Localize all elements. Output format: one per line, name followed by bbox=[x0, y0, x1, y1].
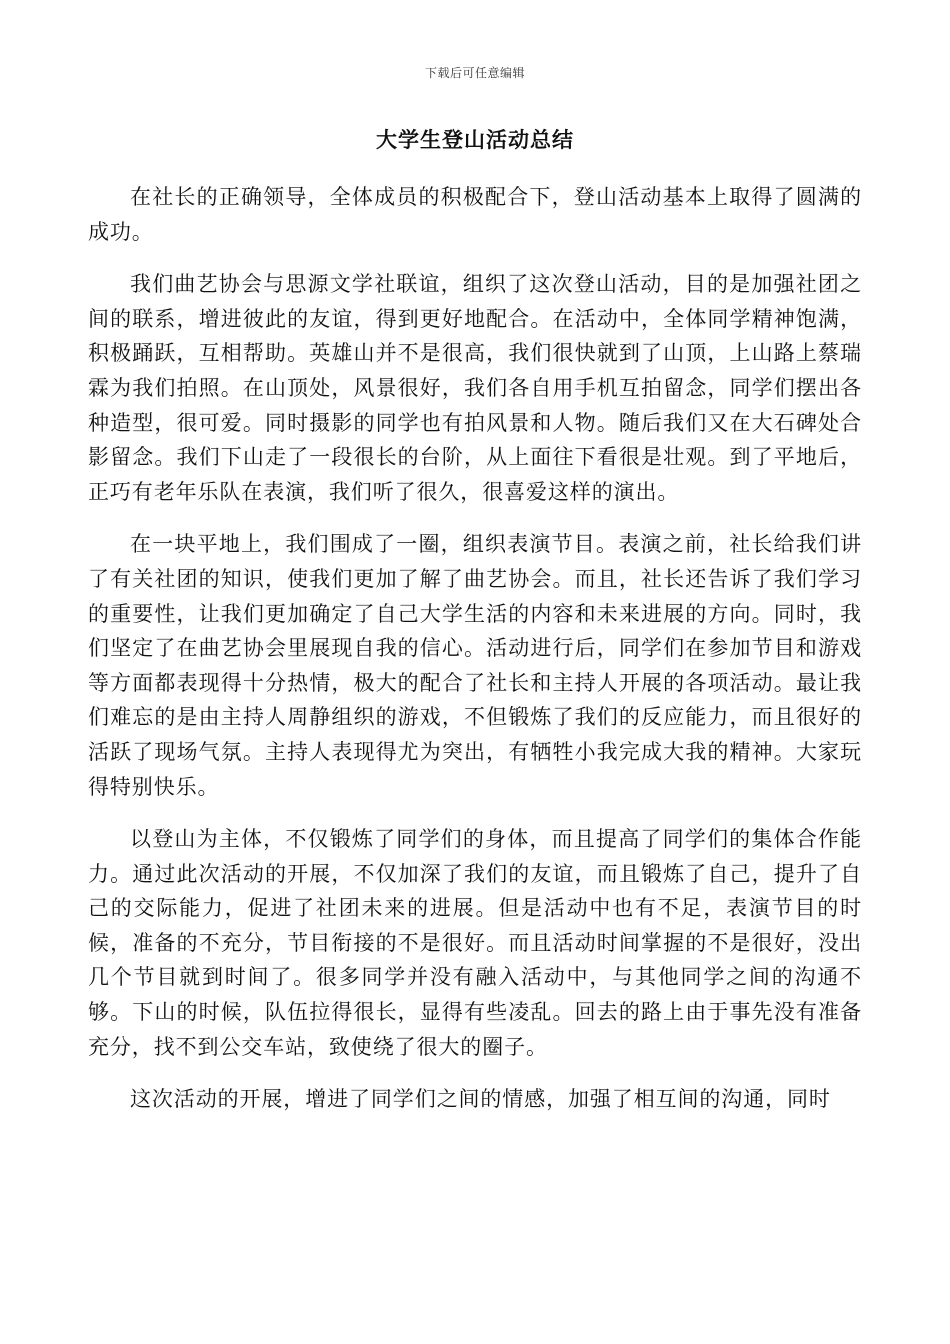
paragraph-3: 在一块平地上，我们围成了一圈，组织表演节目。表演之前，社长给我们讲了有关社团的知识，使我们更加了解了曲艺协会。而且，社长还告诉了我们学习的重要性，让我们更加确定了自己大学生活的内容和未来进展的方向。同时，我们坚定了在曲艺协会里展现自我的信心。活动进行后，同学们在参加节目和游戏等方面都表现得十分热情，极大的配合了社长和主持人开展的各项活动。最让我们难忘的是由主持人周静组织的游戏，不但锻炼了我们的反应能力，而且很好的活跃了现场气氛。主持人表现得尤为突出，有牺牲小我完成大我的精神。大家玩得特别快乐。 bbox=[88, 532, 862, 799]
header-note: 下载后可任意编辑 bbox=[424, 66, 525, 80]
paragraph-2: 我们曲艺协会与思源文学社联谊，组织了这次登山活动，目的是加强社团之间的联系，增进彼此的友谊，得到更好地配合。在活动中，全体同学精神饱满，积极踊跃，互相帮助。英雄山并不是很高，我们很快就到了山顶，上山路上蔡瑞霖为我们拍照。在山顶处，风景很好，我们各自用手机互拍留念，同学们摆出各种造型，很可爱。同时摄影的同学也有拍风景和人物。随后我们又在大石碑处合影留念。我们下山走了一段很长的台阶，从上面往下看很是壮观。到了平地后，正巧有老年乐队在表演，我们听了很久，很喜爱这样的演出。 bbox=[88, 272, 862, 504]
paragraph-5: 这次活动的开展，增进了同学们之间的情感，加强了相互间的沟通，同时 bbox=[130, 1087, 831, 1112]
document-title: 大学生登山活动总结 bbox=[376, 127, 574, 152]
document-body bbox=[88, 180, 862, 1135]
paragraph-1: 在社长的正确领导，全体成员的积极配合下，登山活动基本上取得了圆满的成功。 bbox=[88, 185, 862, 244]
paragraph-4: 以登山为主体，不仅锻炼了同学们的身体，而且提高了同学们的集体合作能力。通过此次活动的开展，不仅加深了我们的友谊，而且锻炼了自己，提升了自己的交际能力，促进了社团未来的进展。但是活动中也有不足，表演节目的时候，准备的不充分，节目衔接的不是很好。而且活动时间掌握的不是很好，没出几个节目就到时间了。很多同学并没有融入活动中，与其他同学之间的沟通不够。下山的时候，队伍拉得很长，显得有些凌乱。回去的路上由于事先没有准备充分，找不到公交车站，致使绕了很大的圈子。 bbox=[88, 827, 862, 1059]
